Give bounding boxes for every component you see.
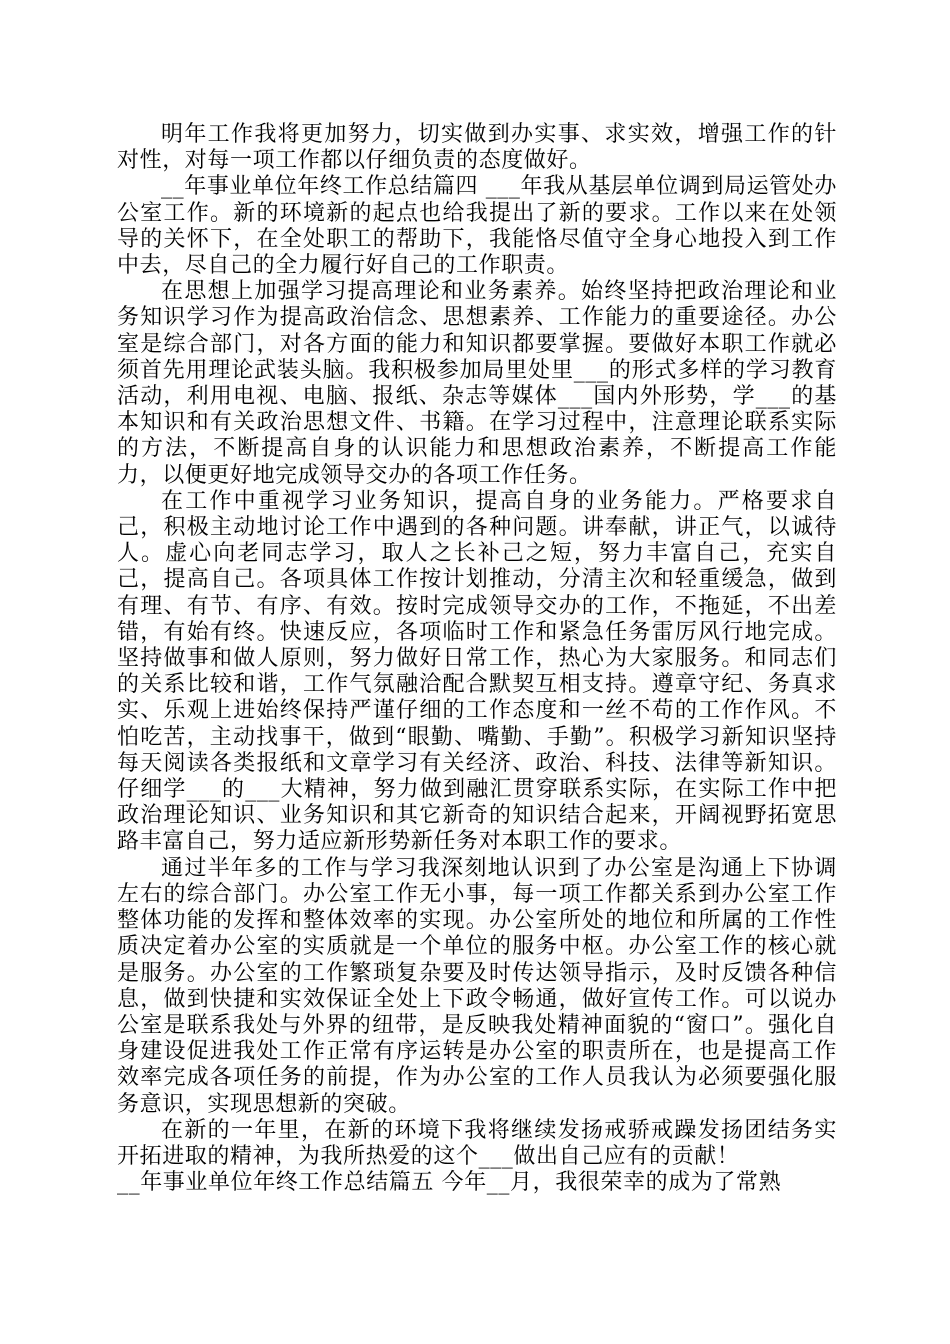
document-body — [117, 122, 837, 1196]
paragraph-5: 通过半年多的工作与学习我深刻地认识到了办公室是沟通上下协调左右的综合部门。办公室工作无小事，每一项工作都关系到办公室工作整体功能的发挥和整体效率的实现。办公室所处的地位和所属的工作性质决定着办公室的实质就是一个单位的服务中枢。办公室工作的核心就是服务。办公室的工作繁琐复杂要及时传达领导指示，及时反馈各种信息，做到快捷和实效保证全处上下政令畅通，做好宣传工作。可以说办公室是联系我处与外界的纽带，是反映我处精神面貌的“窗口”。强化自身建设促进我处工作正常有序运转是办公室的职责所在，也是提高工作效率完成各项任务的前提，作为办公室的工作人员我认为必须要强化服务意识，实现思想新的突破。 — [117, 855, 837, 1117]
paragraph-3: 在思想上加强学习提高理论和业务素养。始终坚持把政治理论和业务知识学习作为提高政治信念、思想素养、工作能力的重要途径。办公室是综合部门，对各方面的能力和知识都要掌握。要做好本职工作就必须首先用理论武装头脑。我积极参加局里处里___的形式多样的学习教育活动，利用电视、电脑、报纸、杂志等媒体___国内外形势，学___的基本知识和有关政治思想文件、书籍。在学习过程中，注意理论联系实际的方法，不断提高自身的认识能力和思想政治素养，不断提高工作能力，以便更好地完成领导交办的各项工作任务。 — [117, 279, 837, 488]
paragraph-6: 在新的一年里，在新的环境下我将继续发扬戒骄戒躁发扬团结务实开拓进取的精神，为我所热爱的这个___做出自己应有的贡献！ — [117, 1117, 837, 1169]
paragraph-7: __年事业单位年终工作总结篇五 今年__月，我很荣幸的成为了常熟 — [117, 1170, 782, 1196]
paragraph-4: 在工作中重视学习业务知识，提高自身的业务能力。严格要求自己，积极主动地讨论工作中遇到的各种问题。讲奉献，讲正气，以诚待人。虚心向老同志学习，取人之长补己之短，努力丰富自己，充实自己，提高自己。各项具体工作按计划推动，分清主次和轻重缓急，做到有理、有节、有序、有效。按时完成领导交办的工作，不拖延，不出差错，有始有终。快速反应，各项临时工作和紧急任务雷厉风行地完成。坚持做事和做人原则，努力做好日常工作，热心为大家服务。和同志们的关系比较和谐，工作气氛融洽配合默契互相支持。遵章守纪、务真求实、乐观上进始终保持严谨仔细的工作态度和一丝不苟的工作作风。不怕吃苦，主动找事干，做到“眼勤、嘴勤、手勤”。积极学习新知识坚持每天阅读各类报纸和文章学习有关经济、政治、科技、法律等新知识。仔细学___的___大精神，努力做到融汇贯穿联系实际，在实际工作中把政治理论知识、业务知识和其它新奇的知识结合起来，开阔视野拓宽思路丰富自己，努力适应新形势新任务对本职工作的要求。 — [117, 488, 837, 855]
paragraph-1: 明年工作我将更加努力，切实做到办实事、求实效，增强工作的针对性，对每一项工作都以仔细负责的态度做好。 — [117, 122, 837, 174]
paragraph-2: __年事业单位年终工作总结篇四 ___年我从基层单位调到局运管处办公室工作。新的环境新的起点也给我提出了新的要求。工作以来在处领导的关怀下，在全处职工的帮助下，我能恪尽值守全身心地投入到工作中去，尽自己的全力履行好自己的工作职责。 — [117, 174, 837, 279]
